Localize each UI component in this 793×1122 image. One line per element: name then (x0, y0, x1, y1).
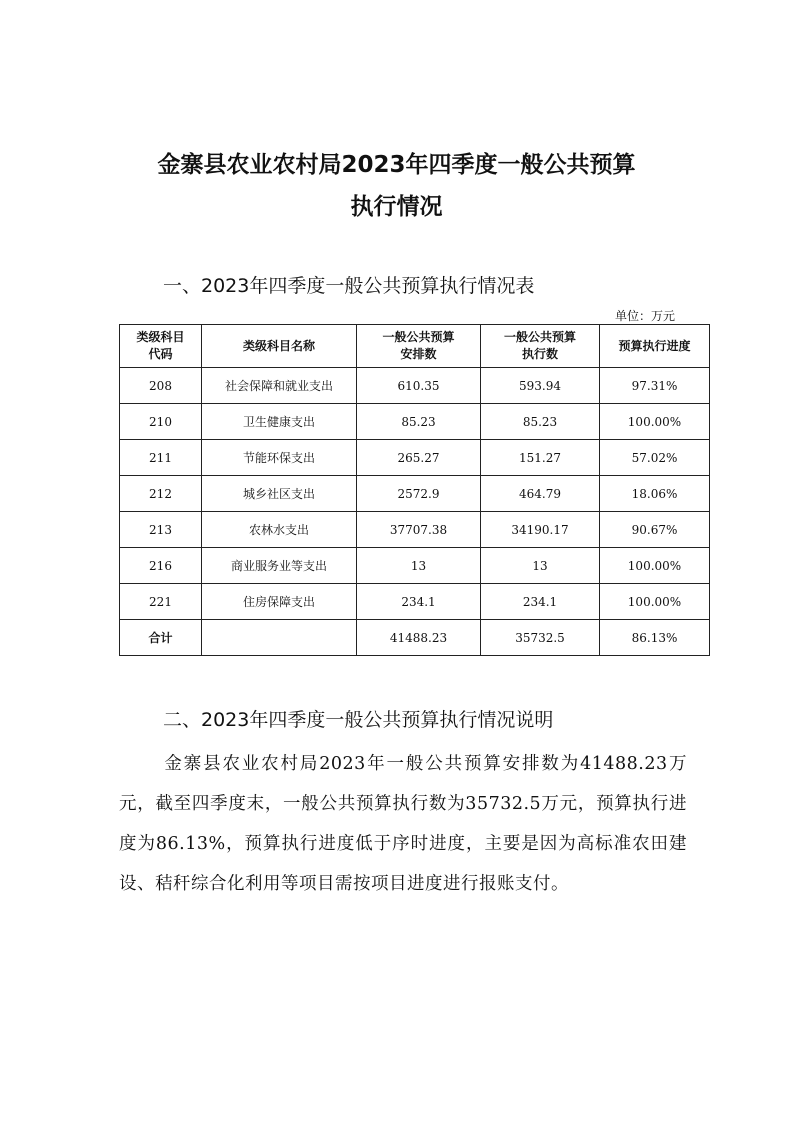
header-code: 类级科目 代码 (120, 325, 202, 368)
table-row (120, 512, 710, 548)
cell-arranged: 13 (357, 548, 481, 584)
table-row (120, 368, 710, 404)
total-executed: 35732.5 (481, 620, 600, 656)
page-title-line1: 金寨县农业农村局2023年四季度一般公共预算 (157, 152, 636, 178)
header-arranged: 一般公共预算 安排数 (357, 325, 481, 368)
section1-heading: 一、2023年四季度一般公共预算执行情况表 (163, 275, 535, 297)
total-label: 合计 (120, 620, 202, 656)
cell-executed: 34190.17 (481, 512, 600, 548)
budget-table (119, 324, 710, 656)
cell-code: 210 (120, 404, 202, 440)
unit-label: 单位：万元 (614, 309, 675, 323)
cell-progress: 90.67% (600, 512, 710, 548)
table-row (120, 404, 710, 440)
cell-arranged: 234.1 (357, 584, 481, 620)
cell-progress: 100.00% (600, 584, 710, 620)
cell-executed: 593.94 (481, 368, 600, 404)
table-row (120, 584, 710, 620)
cell-code: 208 (120, 368, 202, 404)
cell-code: 211 (120, 440, 202, 476)
header-name: 类级科目名称 (202, 325, 357, 368)
cell-code: 216 (120, 548, 202, 584)
cell-executed: 464.79 (481, 476, 600, 512)
cell-code: 213 (120, 512, 202, 548)
section2-heading: 二、2023年四季度一般公共预算执行情况说明 (163, 709, 554, 731)
cell-name: 社会保障和就业支出 (202, 368, 357, 404)
cell-name: 卫生健康支出 (202, 404, 357, 440)
cell-arranged: 85.23 (357, 404, 481, 440)
header-executed: 一般公共预算 执行数 (481, 325, 600, 368)
cell-name: 商业服务业等支出 (202, 548, 357, 584)
table-row (120, 548, 710, 584)
cell-code: 221 (120, 584, 202, 620)
cell-executed: 85.23 (481, 404, 600, 440)
cell-executed: 13 (481, 548, 600, 584)
cell-executed: 151.27 (481, 440, 600, 476)
cell-name: 城乡社区支出 (202, 476, 357, 512)
cell-progress: 18.06% (600, 476, 710, 512)
explanation-text: 金寨县农业农村局2023年一般公共预算安排数为41488.23万元，截至四季度末，一般公共预算执行数为35732.5万元，预算执行进度为86.13%，预算执行进度低于序时进度，主要是因为高标准农田建设、秸秆综合化利用等项目需按项目进度进行报账支付。 (119, 754, 687, 894)
cell-executed: 234.1 (481, 584, 600, 620)
explanation-paragraph (119, 744, 687, 904)
table-total-row (120, 620, 710, 656)
table-header-row (120, 325, 710, 368)
table-row (120, 476, 710, 512)
cell-progress: 100.00% (600, 548, 710, 584)
cell-code: 212 (120, 476, 202, 512)
cell-arranged: 265.27 (357, 440, 481, 476)
cell-arranged: 2572.9 (357, 476, 481, 512)
cell-arranged: 610.35 (357, 368, 481, 404)
cell-name: 节能环保支出 (202, 440, 357, 476)
cell-progress: 97.31% (600, 368, 710, 404)
cell-progress: 100.00% (600, 404, 710, 440)
cell-name: 住房保障支出 (202, 584, 357, 620)
header-progress: 预算执行进度 (600, 325, 710, 368)
page-title-line2: 执行情况 (350, 194, 443, 220)
table-row (120, 440, 710, 476)
total-name (202, 620, 357, 656)
total-progress: 86.13% (600, 620, 710, 656)
cell-arranged: 37707.38 (357, 512, 481, 548)
cell-progress: 57.02% (600, 440, 710, 476)
total-arranged: 41488.23 (357, 620, 481, 656)
cell-name: 农林水支出 (202, 512, 357, 548)
